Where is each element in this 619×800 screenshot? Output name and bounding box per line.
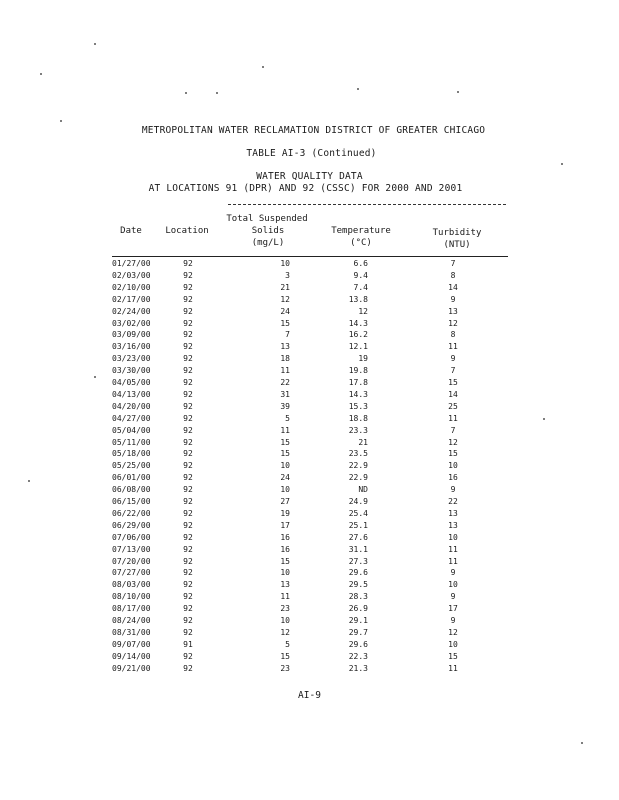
table-row (0, 294, 619, 305)
cell-temperature: 29.7 (348, 627, 368, 637)
cell-location: 92 (183, 270, 193, 280)
table-row (0, 603, 619, 614)
table-row (0, 579, 619, 590)
cell-turbidity: 10 (448, 580, 458, 590)
table-row (0, 544, 619, 555)
cell-temperature: 16.2 (348, 330, 368, 340)
cell-suspended-solids: 31 (280, 389, 290, 399)
cell-turbidity: 25 (448, 401, 458, 411)
cell-location: 92 (183, 330, 193, 340)
cell-suspended-solids: 5 (285, 639, 290, 649)
table-row (0, 639, 619, 650)
cell-temperature: ND (358, 485, 368, 495)
cell-temperature: 15.3 (348, 401, 368, 411)
cell-temperature: 12 (358, 306, 368, 316)
cell-turbidity: 11 (448, 413, 458, 423)
cell-suspended-solids: 11 (280, 425, 290, 435)
table-row (0, 556, 619, 567)
cell-date: 06/29/00 (112, 520, 151, 530)
cell-suspended-solids: 10 (280, 259, 290, 268)
cell-temperature: 22.9 (348, 473, 368, 483)
cell-location: 92 (183, 282, 193, 292)
table-row (0, 508, 619, 519)
cell-location: 92 (183, 663, 193, 673)
cell-temperature: 21 (358, 437, 368, 447)
page-number: AI-9 (298, 690, 321, 701)
table-row (0, 401, 619, 412)
cell-location: 92 (183, 294, 193, 304)
cell-temperature: 18.8 (348, 413, 368, 423)
table-row (0, 448, 619, 459)
table-row (0, 627, 619, 638)
cell-suspended-solids: 39 (280, 401, 290, 411)
cell-temperature: 14.3 (348, 389, 368, 399)
cell-location: 92 (183, 473, 193, 483)
cell-date: 05/18/00 (112, 449, 151, 459)
cell-location: 92 (183, 389, 193, 399)
cell-suspended-solids: 18 (280, 354, 290, 364)
cell-suspended-solids: 23 (280, 604, 290, 614)
cell-suspended-solids: 21 (280, 282, 290, 292)
scan-speck (357, 88, 359, 90)
cell-location: 92 (183, 401, 193, 411)
cell-turbidity: 8 (450, 330, 456, 340)
cell-temperature: 29.5 (348, 580, 368, 590)
cell-date: 03/30/00 (112, 366, 151, 376)
cell-location: 92 (183, 318, 193, 328)
cell-temperature: 31.1 (348, 544, 368, 554)
cell-date: 04/20/00 (112, 401, 151, 411)
table-row (0, 651, 619, 662)
table-row (0, 282, 619, 293)
cell-turbidity: 7 (450, 425, 456, 435)
cell-location: 92 (183, 378, 193, 387)
cell-suspended-solids: 10 (280, 461, 290, 471)
cell-location: 92 (183, 592, 193, 602)
column-header-date: Date (120, 226, 142, 236)
cell-date: 05/04/00 (112, 425, 151, 435)
cell-turbidity: 11 (448, 544, 458, 554)
column-header-location: Location (165, 226, 209, 236)
cell-location: 92 (183, 497, 193, 506)
cell-date: 04/13/00 (112, 389, 151, 399)
cell-temperature: 21.3 (348, 663, 368, 673)
cell-temperature: 12.1 (348, 342, 368, 352)
cell-temperature: 23.3 (348, 425, 368, 435)
cell-date: 09/21/00 (112, 663, 151, 673)
cell-temperature: 29.6 (348, 639, 368, 649)
cell-location: 92 (183, 306, 193, 316)
table-row (0, 341, 619, 352)
cell-location: 92 (183, 413, 193, 423)
cell-temperature: 28.3 (348, 592, 368, 602)
cell-temperature: 27.3 (348, 556, 368, 566)
cell-turbidity: 11 (448, 663, 458, 673)
cell-turbidity: 22 (448, 497, 458, 506)
cell-location: 92 (183, 604, 193, 614)
cell-location: 92 (183, 568, 193, 578)
cell-location: 92 (183, 342, 193, 352)
cell-location: 92 (183, 259, 193, 268)
cell-date: 09/14/00 (112, 651, 151, 661)
cell-location: 92 (183, 366, 193, 376)
cell-date: 05/11/00 (112, 437, 151, 447)
table-row (0, 258, 619, 269)
cell-turbidity: 11 (448, 342, 458, 352)
scan-speck (581, 742, 583, 744)
cell-turbidity: 9 (450, 354, 456, 364)
cell-turbidity: 9 (450, 568, 456, 578)
cell-date: 04/05/00 (112, 378, 151, 387)
cell-date: 03/09/00 (112, 330, 151, 340)
cell-date: 08/03/00 (112, 580, 151, 590)
cell-location: 92 (183, 437, 193, 447)
scan-speck (60, 120, 62, 122)
cell-temperature: 7.4 (353, 282, 368, 292)
cell-date: 06/22/00 (112, 508, 151, 518)
cell-turbidity: 17 (448, 604, 458, 614)
scan-speck (216, 92, 218, 94)
table-row (0, 306, 619, 317)
cell-suspended-solids: 15 (280, 437, 290, 447)
cell-location: 92 (183, 580, 193, 590)
table-row (0, 377, 619, 388)
column-header-turbidity-unit: (NTU) (443, 240, 471, 250)
cell-temperature: 22.3 (348, 651, 368, 661)
cell-date: 08/17/00 (112, 604, 151, 614)
cell-suspended-solids: 15 (280, 449, 290, 459)
cell-temperature: 27.6 (348, 532, 368, 542)
cell-temperature: 29.6 (348, 568, 368, 578)
cell-suspended-solids: 27 (280, 497, 290, 506)
cell-date: 09/07/00 (112, 639, 151, 649)
cell-suspended-solids: 10 (280, 485, 290, 495)
cell-location: 92 (183, 449, 193, 459)
table-row (0, 318, 619, 329)
cell-turbidity: 7 (450, 366, 456, 376)
table-row (0, 329, 619, 340)
scan-speck (457, 91, 459, 93)
cell-suspended-solids: 23 (280, 663, 290, 673)
cell-temperature: 25.4 (348, 508, 368, 518)
cell-temperature: 19 (358, 354, 368, 364)
cell-temperature: 9.4 (353, 270, 368, 280)
cell-suspended-solids: 15 (280, 318, 290, 328)
table-row (0, 484, 619, 495)
cell-suspended-solids: 16 (280, 544, 290, 554)
table-title: WATER QUALITY DATA (256, 171, 363, 182)
table-row (0, 425, 619, 436)
cell-suspended-solids: 12 (280, 294, 290, 304)
cell-suspended-solids: 5 (285, 413, 290, 423)
table-row (0, 532, 619, 543)
cell-temperature: 14.3 (348, 318, 368, 328)
table-row (0, 472, 619, 483)
cell-date: 03/23/00 (112, 354, 151, 364)
cell-date: 02/17/00 (112, 294, 151, 304)
cell-turbidity: 14 (448, 282, 458, 292)
cell-turbidity: 12 (448, 627, 458, 637)
cell-location: 92 (183, 354, 193, 364)
cell-suspended-solids: 11 (280, 592, 290, 602)
cell-turbidity: 13 (448, 508, 458, 518)
cell-location: 92 (183, 627, 193, 637)
table-row (0, 496, 619, 507)
cell-date: 03/16/00 (112, 342, 151, 352)
cell-location: 91 (183, 639, 193, 649)
cell-date: 01/27/00 (112, 259, 151, 268)
cell-date: 05/25/00 (112, 461, 151, 471)
cell-location: 92 (183, 425, 193, 435)
cell-suspended-solids: 17 (280, 520, 290, 530)
cell-date: 04/27/00 (112, 413, 151, 423)
cell-location: 92 (183, 651, 193, 661)
cell-location: 92 (183, 616, 193, 625)
table-number: TABLE AI-3 (Continued) (246, 148, 377, 159)
cell-date: 08/24/00 (112, 616, 151, 625)
cell-suspended-solids: 12 (280, 627, 290, 637)
cell-suspended-solids: 15 (280, 651, 290, 661)
cell-suspended-solids: 3 (285, 270, 290, 280)
cell-turbidity: 15 (448, 449, 458, 459)
cell-date: 06/01/00 (112, 473, 151, 483)
cell-temperature: 6.6 (353, 259, 368, 268)
column-header-turbidity: Turbidity (432, 228, 482, 238)
table-row (0, 567, 619, 578)
cell-turbidity: 8 (450, 270, 456, 280)
cell-temperature: 22.9 (348, 461, 368, 471)
table-row (0, 591, 619, 602)
scan-speck (94, 43, 96, 45)
cell-turbidity: 12 (448, 437, 458, 447)
column-header-temperature: Temperature (331, 226, 391, 236)
cell-location: 92 (183, 556, 193, 566)
cell-suspended-solids: 10 (280, 568, 290, 578)
column-header-tss-line2: Solids (251, 226, 285, 236)
cell-temperature: 17.8 (348, 378, 368, 387)
cell-turbidity: 14 (448, 389, 458, 399)
table-row (0, 663, 619, 674)
column-header-tss-unit: (mg/L) (251, 238, 285, 248)
table-row (0, 520, 619, 531)
cell-suspended-solids: 24 (280, 306, 290, 316)
table-row (0, 365, 619, 376)
cell-temperature: 13.8 (348, 294, 368, 304)
title-divider (228, 204, 506, 205)
cell-location: 92 (183, 532, 193, 542)
cell-turbidity: 15 (448, 651, 458, 661)
cell-suspended-solids: 16 (280, 532, 290, 542)
cell-turbidity: 15 (448, 378, 458, 387)
table-subtitle: AT LOCATIONS 91 (DPR) AND 92 (CSSC) FOR 2000 AND 2001 (148, 183, 463, 194)
cell-suspended-solids: 15 (280, 556, 290, 566)
cell-turbidity: 13 (448, 306, 458, 316)
cell-temperature: 26.9 (348, 604, 368, 614)
header-divider (112, 256, 508, 257)
table-row (0, 615, 619, 626)
cell-suspended-solids: 24 (280, 473, 290, 483)
cell-date: 07/20/00 (112, 556, 151, 566)
cell-date: 07/13/00 (112, 544, 151, 554)
cell-turbidity: 7 (450, 259, 456, 268)
cell-suspended-solids: 7 (285, 330, 290, 340)
cell-temperature: 24.9 (348, 497, 368, 506)
cell-date: 02/03/00 (112, 270, 151, 280)
cell-location: 92 (183, 508, 193, 518)
table-row (0, 437, 619, 448)
cell-date: 06/08/00 (112, 485, 151, 495)
agency-title: METROPOLITAN WATER RECLAMATION DISTRICT OF GREATER CHICAGO (141, 125, 486, 136)
cell-date: 08/10/00 (112, 592, 151, 602)
cell-suspended-solids: 10 (280, 616, 290, 625)
cell-suspended-solids: 11 (280, 366, 290, 376)
column-header-tss-line1: Total Suspended (226, 214, 308, 224)
table-row (0, 270, 619, 281)
cell-temperature: 19.8 (348, 366, 368, 376)
scan-speck (185, 92, 187, 94)
table-row (0, 413, 619, 424)
cell-suspended-solids: 13 (280, 580, 290, 590)
cell-location: 92 (183, 544, 193, 554)
cell-temperature: 29.1 (348, 616, 368, 625)
cell-suspended-solids: 13 (280, 342, 290, 352)
cell-date: 07/27/00 (112, 568, 151, 578)
cell-turbidity: 10 (448, 639, 458, 649)
cell-suspended-solids: 19 (280, 508, 290, 518)
cell-date: 07/06/00 (112, 532, 151, 542)
cell-turbidity: 13 (448, 520, 458, 530)
scan-speck (40, 73, 42, 75)
scan-speck (262, 66, 264, 68)
cell-turbidity: 9 (450, 616, 456, 625)
cell-date: 02/24/00 (112, 306, 151, 316)
cell-location: 92 (183, 461, 193, 471)
cell-suspended-solids: 22 (280, 378, 290, 387)
table-row (0, 353, 619, 364)
scan-speck (561, 163, 563, 165)
cell-temperature: 25.1 (348, 520, 368, 530)
cell-date: 03/02/00 (112, 318, 151, 328)
cell-date: 02/10/00 (112, 282, 151, 292)
cell-turbidity: 12 (448, 318, 458, 328)
column-header-temperature-unit: (°C) (350, 238, 372, 248)
cell-date: 08/31/00 (112, 627, 151, 637)
cell-location: 92 (183, 520, 193, 530)
cell-date: 06/15/00 (112, 497, 151, 506)
cell-turbidity: 9 (450, 294, 456, 304)
cell-location: 92 (183, 485, 193, 495)
cell-turbidity: 11 (448, 556, 458, 566)
cell-turbidity: 9 (450, 485, 456, 495)
cell-turbidity: 10 (448, 461, 458, 471)
cell-temperature: 23.5 (348, 449, 368, 459)
cell-turbidity: 9 (450, 592, 456, 602)
table-row (0, 389, 619, 400)
cell-turbidity: 16 (448, 473, 458, 483)
cell-turbidity: 10 (448, 532, 458, 542)
table-row (0, 460, 619, 471)
